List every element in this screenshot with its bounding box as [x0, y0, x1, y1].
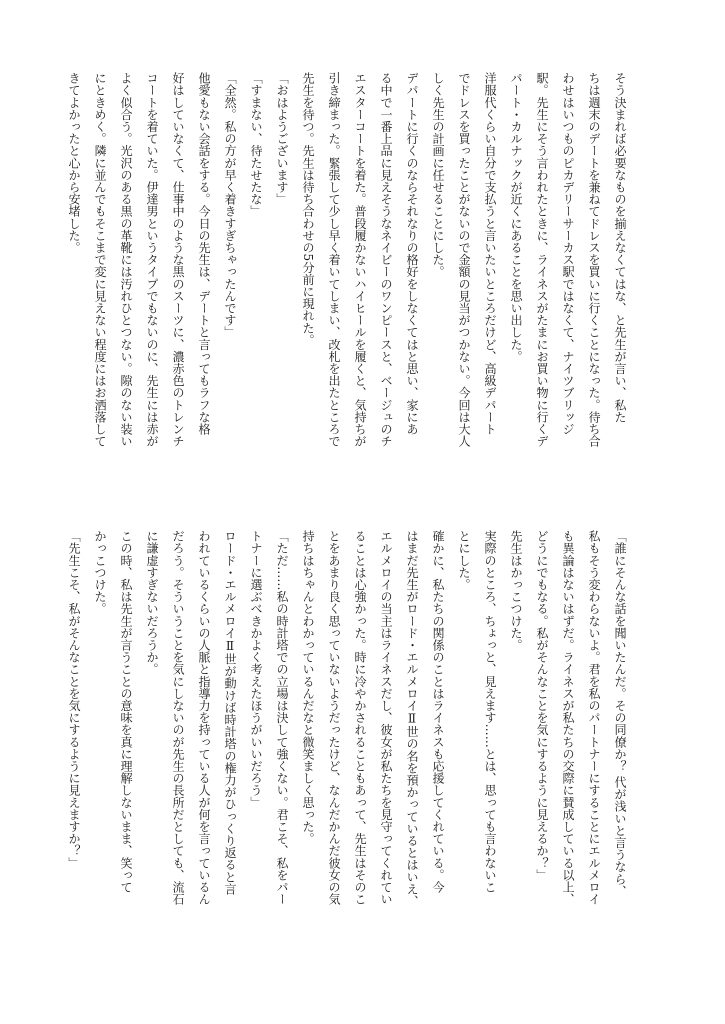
dialogue-line: 「全然。私の方が早く着きすぎちゃったんです」	[223, 72, 237, 339]
text-line: はまだ先生がロード・エルメロイⅡ世の名を預かっているとはいえ、	[405, 530, 419, 907]
text-line: しく先生の計画に任せることにした。	[431, 72, 445, 278]
text-line: 洋服代くらい自分で支払うと言いたいところだけど、高級デパート	[483, 72, 497, 435]
text-line: この時、私は先生が言うことの意味を真に理解しないまま、笑って	[119, 530, 133, 893]
text-line: る中で一番上品に見えそうなネイビーのワンピースと、ベージュのチ	[379, 72, 393, 448]
text-line: ちは週末のデートを兼ねてドレスを買いに行くことになった。待ち合	[587, 72, 601, 448]
text-line: 確かに、私たちの関係のことはライネスも応援してくれている。今	[431, 530, 445, 893]
text-line: われているくらいの人脈と指導力を持っている人が何を言っているん	[197, 530, 211, 906]
text-block-top	[67, 72, 633, 476]
dialogue-line: も異論はないはずだ。ライネスが私たちの交際に賛成している以上、	[561, 530, 575, 906]
text-line: 先生を待つ。先生は待ち合わせの5分前に現れた。	[301, 72, 315, 346]
dialogue-line: 「先生こそ、私がそんなことを気にするように見えますか？」	[67, 530, 81, 869]
text-line: コートを着ていた。伊達男というタイプでもないのに、先生には赤が	[145, 72, 159, 448]
text-line: 好はしていなくて、仕事中のような黒のスーツに、濃赤色のトレンチ	[171, 72, 185, 448]
text-line: 駅。先生にそう言われたときに、ライネスがたまにお買い物に行くデ	[535, 72, 549, 448]
text-line: きてよかったと心から安堵した。	[67, 72, 81, 254]
dialogue-line: どうにでもなる。私がそんなことを気にするように見えるか？」	[535, 530, 549, 881]
text-line: そう決まれば必要なものを揃えなくてはな、と先生が言い、私た	[613, 72, 627, 423]
dialogue-line: 私もそう変わらないよ。君を私のパートナーにすることにエルメロイ	[587, 530, 601, 906]
text-line: にときめく。隣に並んでもそこまで変に見えない程度にはお洒落して	[93, 72, 107, 448]
text-line: 実際のところ、ちょっと、見えます……とは、思っても言わないこ	[483, 530, 497, 893]
text-line: だろう。そういうことを気にしないのが先生の長所だとしても、流石	[171, 530, 185, 906]
dialogue-line: 「すまない、待たせたな」	[249, 72, 263, 218]
text-line: よく似合う。光沢のある黒の革靴には汚れひとつない。隙のない装い	[119, 72, 133, 448]
text-block-bottom	[67, 530, 633, 934]
text-line: とにした。	[457, 530, 471, 591]
text-line: エルメロイの当主はライネスだし、彼女が私たちを見守ってくれてい	[379, 530, 393, 906]
text-line: 引き締まった。緊張して少し早く着いてしまい、改札を出たところで	[327, 72, 341, 448]
dialogue-line: トナーに選ぶべきかよく考えたほうがいいだろう」	[249, 530, 263, 809]
text-line: わせはいつものピカデリーサーカス駅ではなくて、ナイツブリッジ	[561, 72, 575, 435]
text-line: デパートに行くのならそれなりの格好をしなくてはと思い、家にあ	[405, 72, 419, 435]
text-line: かっこつけた。	[93, 530, 107, 615]
dialogue-line: 「誰にそんな話を聞いたんだ。その同僚か？ 代が浅いと言うなら、	[613, 530, 627, 897]
text-line: 先生はかっこつけた。	[509, 530, 523, 651]
text-line: 持ちはちゃんとわかっているんだなと微笑ましく思った。	[301, 530, 315, 845]
text-line: エスターコートを着た。普段履かないハイヒールを履くと、気持ちが	[353, 72, 367, 448]
dialogue-line: 「おはようございます」	[275, 72, 289, 206]
text-line: ロード・エルメロイⅡ世が動けば時計塔の権力がひっくり返ると言	[223, 530, 237, 895]
dialogue-line: 「ただ……私の時計塔での立場は決して強くない。君こそ、私をパー	[275, 530, 289, 906]
text-line: パート・カルナックが近くにあることを思い出した。	[509, 72, 523, 363]
text-line: でドレスを買ったことがないので金額の見当がつかない。今回は大人	[457, 72, 471, 448]
text-line: とをあまり良く思っていないようだったけど、なんだかんだ彼女の気	[327, 530, 341, 906]
text-line: に謙虚すぎないだろうか。	[145, 530, 159, 676]
text-line: 他愛もない会話をする。今日の先生は、デートと言ってもラフな格	[197, 72, 211, 435]
text-line: ることは心強かった。時に冷やかされることもあって、先生はそのこ	[353, 530, 367, 906]
